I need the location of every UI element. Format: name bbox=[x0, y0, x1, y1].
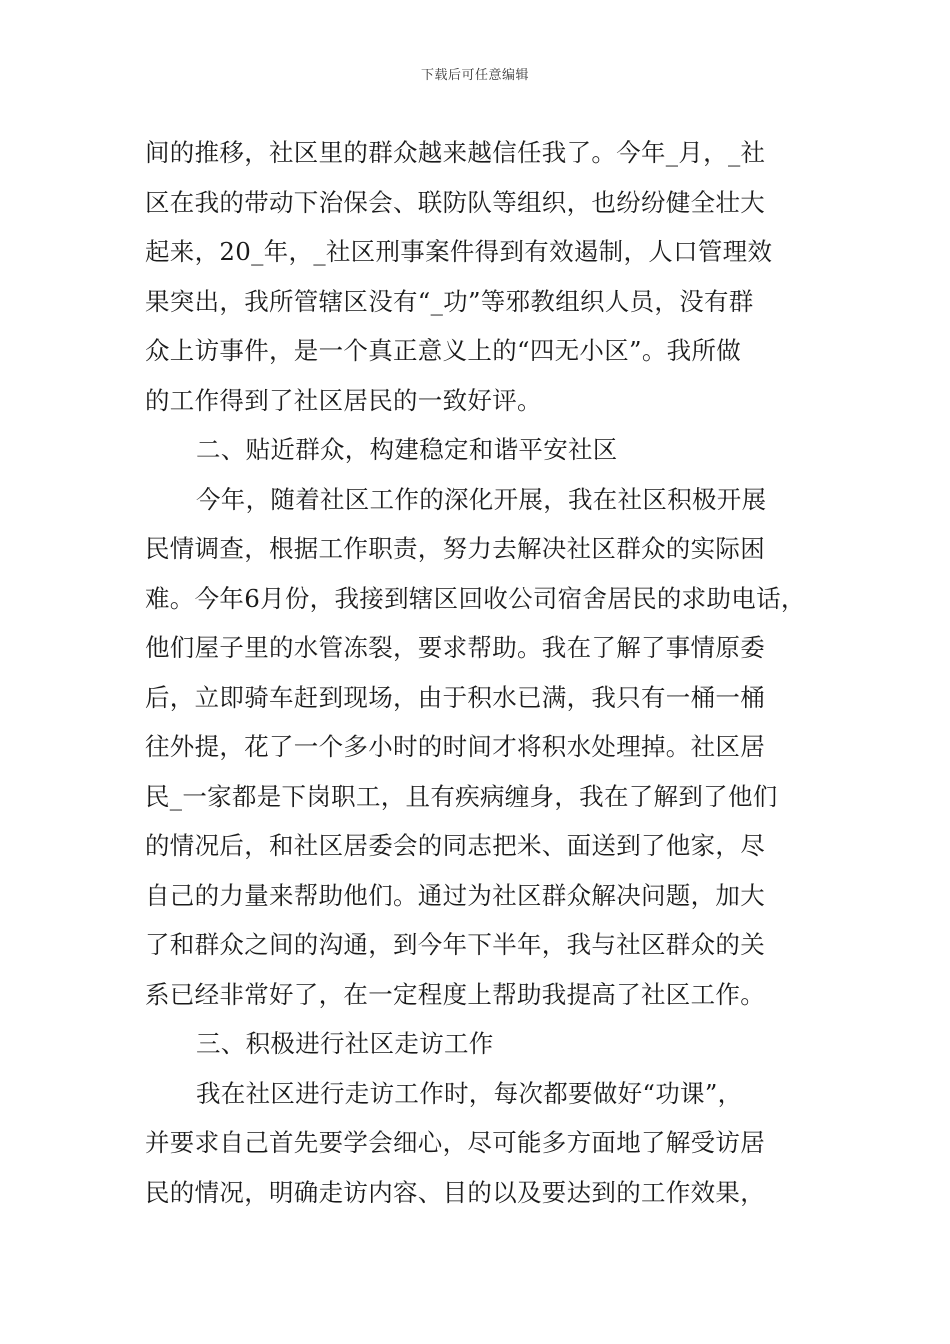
text-line: 后，立即骑车赶到现场，由于积水已满，我只有一桶一桶 bbox=[145, 682, 765, 712]
text-line: 的情况后，和社区居委会的同志把米、面送到了他家，尽 bbox=[145, 831, 765, 860]
section-heading: 二、贴近群众，构建稳定和谐平安社区 bbox=[196, 435, 618, 464]
document-body bbox=[145, 128, 815, 1217]
page-header: 下载后可任意编辑 bbox=[420, 68, 529, 83]
text-line: 了和群众之间的沟通，到今年下半年，我与社区群众的关 bbox=[145, 930, 765, 959]
text-line: 民的情况，明确走访内容、目的以及要达到的工作效果， bbox=[145, 1177, 765, 1207]
text-line: 我在社区进行走访工作时，每次都要做好“功课”， bbox=[196, 1078, 743, 1108]
text-line: 往外提，花了一个多小时的时间才将积水处理掉。社区居 bbox=[145, 732, 765, 761]
text-line: 区在我的带动下治保会、联防队等组织，也纷纷健全壮大 bbox=[145, 187, 765, 217]
text-line: 系已经非常好了，在一定程度上帮助我提高了社区工作。 bbox=[145, 979, 765, 1009]
text-line: 果突出，我所管辖区没有“_功”等邪教组织人员，没有群 bbox=[145, 286, 754, 316]
section-heading: 三、积极进行社区走访工作 bbox=[196, 1029, 494, 1058]
text-line: 难。今年6月份，我接到辖区回收公司宿舍居民的求助电话， bbox=[145, 583, 806, 613]
text-line: 今年，随着社区工作的深化开展，我在社区积极开展 bbox=[196, 484, 767, 514]
text-line: 并要求自己首先要学会细心，尽可能多方面地了解受访居 bbox=[145, 1128, 765, 1157]
text-line: 起来，20_年，_社区刑事案件得到有效遏制，人口管理效 bbox=[145, 237, 773, 266]
text-line: 的工作得到了社区居民的一致好评。 bbox=[145, 385, 542, 415]
text-line: 民情调查，根据工作职责，努力去解决社区群众的实际困 bbox=[145, 534, 765, 563]
text-line: 间的推移，社区里的群众越来越信任我了。今年_月，_社 bbox=[145, 138, 766, 167]
text-line: 众上访事件，是一个真正意义上的“四无小区”。我所做 bbox=[145, 336, 742, 365]
text-line: 他们屋子里的水管冻裂，要求帮助。我在了解了事情原委 bbox=[145, 633, 765, 662]
text-line: 民_一家都是下岗职工，且有疾病缠身，我在了解到了他们 bbox=[145, 781, 778, 811]
text-line: 自己的力量来帮助他们。通过为社区群众解决问题，加大 bbox=[145, 880, 765, 910]
